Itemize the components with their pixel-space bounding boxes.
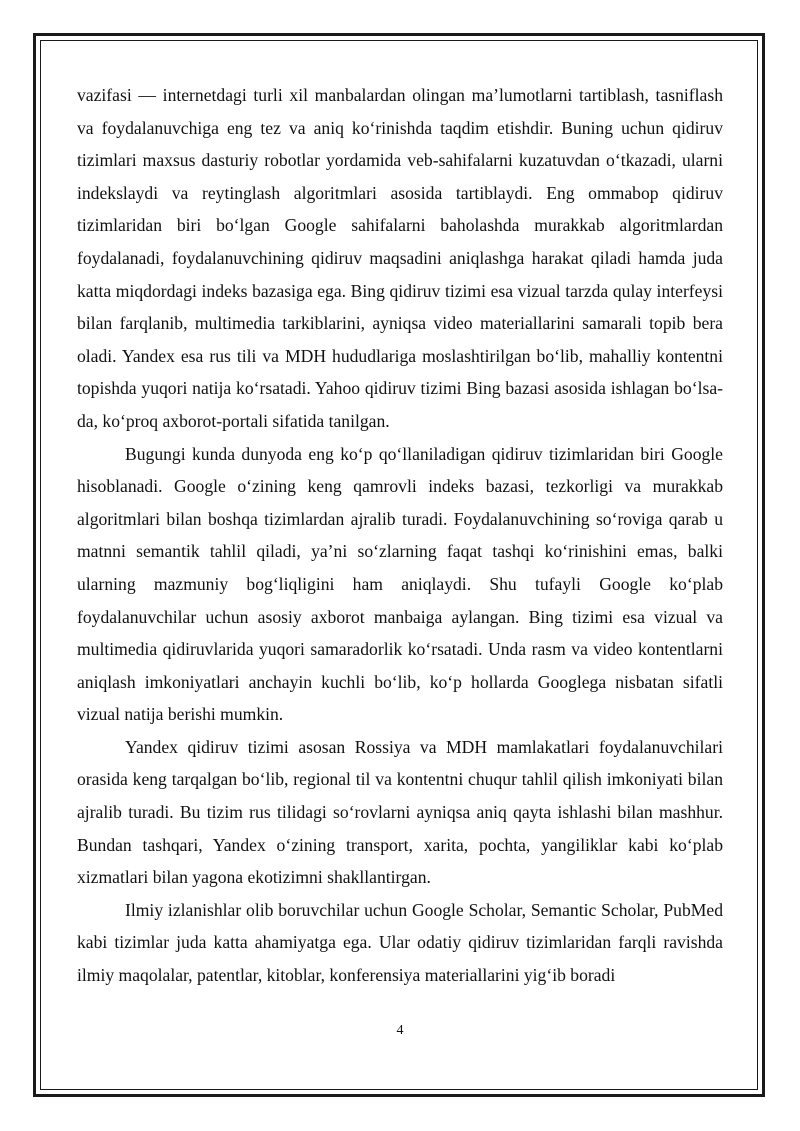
paragraph-4: Ilmiy izlanishlar olib boruvchilar uchun Google Scholar, Semantic Scholar, PubMed kabi tizimlar juda katta ahamiyatga ega. Ular odatiy qidiruv tizimlaridan farqli ravishda ilmiy maqolalar, patentlar, kitoblar, konferensiya materiallarini yig‘ib boradi <box>77 899 723 986</box>
body-text <box>77 79 723 992</box>
paragraph-3: Yandex qidiruv tizimi asosan Rossiya va MDH mamlakatlari foydalanuvchilari orasida keng tarqalgan bo‘lib, regional til va kontentni chuqur tahlil qilish imkoniyati bilan ajralib turadi. Bu tizim rus tilidagi so‘rovlarni ayniqsa aniq qayta ishlashi bilan mashhur. Bundan tashqari, Yandex o‘zining transport, xarita, pochta, yangiliklar kabi ko‘plab xizmatlari bilan yagona ekotizimni shakllantirgan. <box>77 736 723 888</box>
paragraph-2: Bugungi kunda dunyoda eng ko‘p qo‘llaniladigan qidiruv tizimlaridan biri Google hisoblanadi. Google o‘zining keng qamrovli indeks bazasi, tezkorligi va murakkab algoritmlari bilan boshqa tizimlardan ajralib turadi. Foydalanuvchining so‘roviga qarab u matnni semantik tahlil qiladi, ya’ni so‘zlarning faqat tashqi ko‘rinishini emas, balki ularning mazmuniy bog‘liqligini ham aniqlaydi. Shu tufayli Google ko‘plab foydalanuvchilar uchun asosiy axborot manbaiga aylangan. Bing tizimi esa vizual va multimedia qidiruvlarida yuqori samaradorlik ko‘rsatadi. Unda rasm va video kontentlarni aniqlash imkoniyatlari anchayin kuchli bo‘lib, ko‘p hollarda Googlega nisbatan sifatli vizual natija berishi mumkin. <box>77 443 723 725</box>
paragraph-1: vazifasi — internetdagi turli xil manbalardan olingan ma’lumotlarni tartiblash, tasniflash va foydalanuvchiga eng tez va aniq ko‘rinishda taqdim etishdir. Buning uchun qidiruv tizimlari maxsus dasturiy robotlar yordamida veb-sahifalarni kuzatuvdan o‘tkazadi, ularni indekslaydi va reytinglash algoritmlari asosida tartiblaydi. Eng ommabop qidiruv tizimlaridan biri bo‘lgan Google sahifalarni baholashda murakkab algoritmlardan foydalanadi, foydalanuvchining qidiruv maqsadini aniqlashga harakat qiladi hamda juda katta miqdordagi indeks bazasiga ega. Bing qidiruv tizimi esa vizual tarzda qulay interfeysi bilan farqlanib, multimedia tarkiblarini, ayniqsa video materiallarini samarali topib bera oladi. Yandex esa rus tili va MDH hududlariga moslashtirilgan bo‘lib, mahalliy kontentni topishda yuqori natija ko‘rsatadi. Yahoo qidiruv tizimi Bing bazasi asosida ishlagan bo‘lsa-da, ko‘proq axborot-portali sifatida tanilgan. <box>77 85 723 431</box>
page-number: 4 <box>396 1023 404 1038</box>
